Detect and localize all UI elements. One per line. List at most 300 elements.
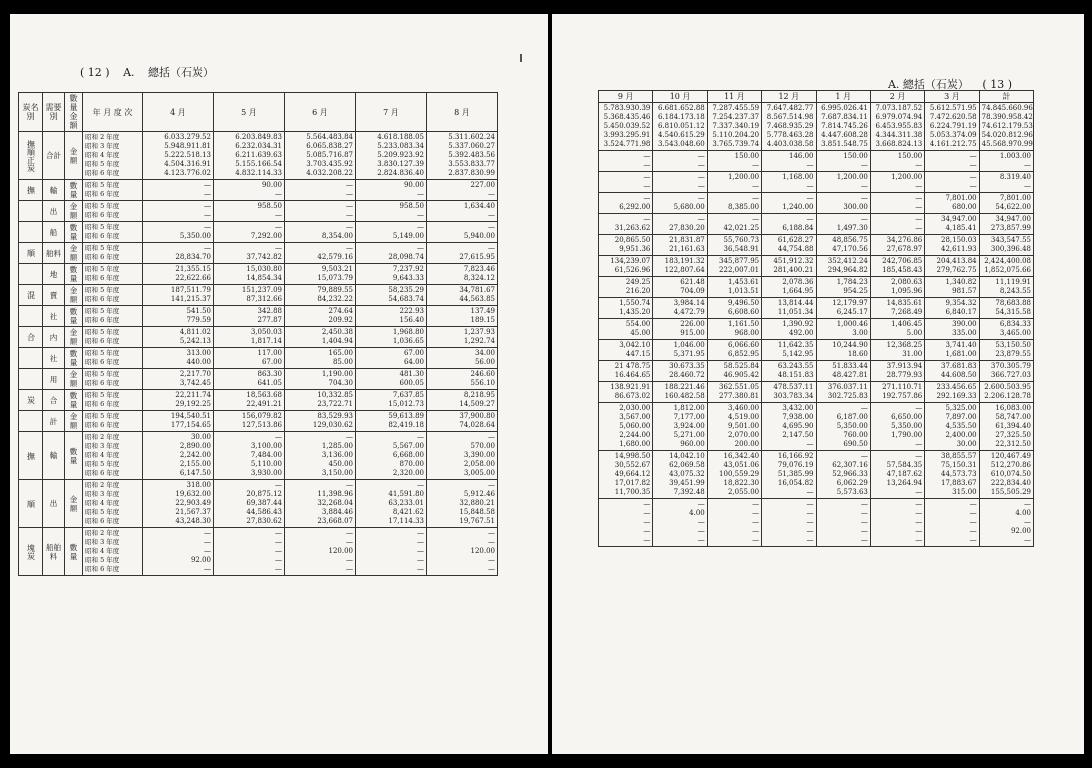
- value-cell: 958.50 —: [214, 201, 285, 222]
- value-cell: 249.25 216.20: [599, 277, 653, 298]
- value-cell: 2,078.36 1,664.95: [762, 277, 816, 298]
- value-cell: — 62,307.16 52,966.33 6,062.29 5,573.63: [816, 451, 870, 499]
- row-kind-label: 順: [19, 480, 43, 528]
- value-cell: — — — — —: [816, 499, 870, 547]
- total-cell: 53,150.50 23,879.55: [979, 340, 1033, 361]
- value-cell: 242,706.85 185,458.43: [870, 256, 924, 277]
- value-cell: — —: [285, 180, 356, 201]
- value-cell: — —: [925, 172, 979, 193]
- value-cell: 83,529.93 129,030.62: [285, 411, 356, 432]
- value-cell: — — 120.00 — —: [427, 528, 498, 576]
- value-cell: 8,218.95 14,509.27: [427, 390, 498, 411]
- value-cell: 146.00 —: [762, 151, 816, 172]
- row-kind-label: [19, 369, 43, 390]
- left-data-table: [18, 92, 498, 576]
- value-cell: 2,080.63 1,095.96: [870, 277, 924, 298]
- value-cell: 61,628.27 44,754.88: [762, 235, 816, 256]
- header-month: 10 月: [653, 91, 707, 103]
- row-years: 昭和 5 年度 昭和 6 年度: [83, 285, 143, 306]
- value-cell: 204,413.84 279,762.75: [925, 256, 979, 277]
- table-row: [19, 243, 498, 264]
- value-cell: — 5,567.00 6,668.00 870.00 2,320.00: [356, 432, 427, 480]
- row-kind-label: [19, 222, 43, 243]
- table-row: [19, 285, 498, 306]
- value-cell: 30.00 2,890.00 2,242.00 2,155.00 6,147.50: [143, 432, 214, 480]
- row-use-label: 船舶料: [43, 528, 65, 576]
- value-cell: 194,540.51 177,154.65: [143, 411, 214, 432]
- value-cell: — — — — —: [762, 499, 816, 547]
- value-cell: 22,211.74 29,192.25: [143, 390, 214, 411]
- value-cell: — —: [599, 172, 653, 193]
- value-cell: 134,239.07 61,526.96: [599, 256, 653, 277]
- value-cell: 6.995.026.41 7.687.834.11 7.814.745.26 4.447.608.28 3.851.548.75: [816, 103, 870, 151]
- value-cell: — 4.00 — — —: [653, 499, 707, 547]
- row-measure-label: 數量: [65, 348, 83, 369]
- value-cell: 79,889.55 84,232.22: [285, 285, 356, 306]
- value-cell: 58.525.84 46.905.42: [707, 361, 761, 382]
- value-cell: — 6,650.00 5,350.00 1,790.00 —: [870, 403, 924, 451]
- value-cell: 2,450.38 1,404.94: [285, 327, 356, 348]
- table-row: [599, 235, 1034, 256]
- value-cell: — — — — —: [599, 499, 653, 547]
- table-row: [599, 103, 1034, 151]
- value-cell: — 37,742.82: [214, 243, 285, 264]
- value-cell: 117.00 67.00: [214, 348, 285, 369]
- value-cell: 7.287.455.59 7.254.237.37 7.337.340.19 5.110.204.20 3.765.739.74: [707, 103, 761, 151]
- value-cell: — 5,912.46 32,880.21 15,848.58 19,767.51: [427, 480, 498, 528]
- value-cell: 5.783.930.39 5.368.435.46 5.450.039.52 3.993.295.91 3.524.771.98: [599, 103, 653, 151]
- value-cell: 1,161.50 968.00: [707, 319, 761, 340]
- value-cell: 342.88 277.87: [214, 306, 285, 327]
- value-cell: — —: [143, 180, 214, 201]
- value-cell: — 5,149.00: [356, 222, 427, 243]
- header-month: 2 月: [870, 91, 924, 103]
- value-cell: 1,406.45 5.00: [870, 319, 924, 340]
- table-row: [599, 403, 1034, 451]
- total-cell: — 4.00 — 92.00 —: [979, 499, 1033, 547]
- header-year: 年 月 度 次: [83, 93, 143, 132]
- table-row: [599, 361, 1034, 382]
- value-cell: 3,050.03 1,817.14: [214, 327, 285, 348]
- row-kind-label: 撫: [19, 432, 43, 480]
- value-cell: 226.00 915.00: [653, 319, 707, 340]
- value-cell: 37.913.94 28.779.93: [870, 361, 924, 382]
- header-month: 8 月: [427, 93, 498, 132]
- binding-mark: [520, 54, 522, 62]
- row-use-label: 計: [43, 411, 65, 432]
- row-use-label: 舶料: [43, 243, 65, 264]
- value-cell: 187,511.79 141,215.37: [143, 285, 214, 306]
- value-cell: 4.618.188.05 5.233.083.34 5.209.923.92 3.830.127.39 2.824.836.40: [356, 132, 427, 180]
- value-cell: 1,784.23 954.25: [816, 277, 870, 298]
- header-qty: 數量 金額: [65, 93, 83, 132]
- value-cell: 183,191.32 122,807.64: [653, 256, 707, 277]
- value-cell: 90.00 —: [356, 180, 427, 201]
- row-years: 昭和 2 年度 昭和 3 年度 昭和 4 年度 昭和 5 年度 昭和 6 年度: [83, 480, 143, 528]
- value-cell: — — — — —: [356, 528, 427, 576]
- value-cell: 233.456.65 292.169.33: [925, 382, 979, 403]
- value-cell: 34,947.00 4,185.41: [925, 214, 979, 235]
- value-cell: 55,760.73 36,548.91: [707, 235, 761, 256]
- value-cell: 863.30 641.05: [214, 369, 285, 390]
- table-row: [19, 390, 498, 411]
- value-cell: 274.64 209.92: [285, 306, 356, 327]
- value-cell: 156,079.82 127,513.86: [214, 411, 285, 432]
- right-page-title: 總括（石炭）: [902, 78, 969, 91]
- row-kind-label: [19, 348, 43, 369]
- value-cell: 10,244.90 18.60: [816, 340, 870, 361]
- row-use-label: 用: [43, 369, 65, 390]
- right-page: [552, 14, 1084, 754]
- value-cell: — 6,187.00 5,350.00 760.00 690.50: [816, 403, 870, 451]
- header-month: 11 月: [707, 91, 761, 103]
- value-cell: 37.681.83 44.608.50: [925, 361, 979, 382]
- value-cell: 150.00 —: [816, 151, 870, 172]
- value-cell: — 27,830.20: [653, 214, 707, 235]
- value-cell: 3,432.00 7,938.00 4,695.90 2,147.50 —: [762, 403, 816, 451]
- header-month: 5 月: [214, 93, 285, 132]
- value-cell: 150.00 —: [870, 151, 924, 172]
- value-cell: 1,340.82 981.57: [925, 277, 979, 298]
- row-measure-label: 數量: [65, 180, 83, 201]
- value-cell: 6,066.60 6,852.95: [707, 340, 761, 361]
- table-row: [19, 369, 498, 390]
- value-cell: 6.681.652.88 6.184.173.18 6.810.051.12 4.540.615.29 3.543.048.60: [653, 103, 707, 151]
- row-measure-label: 數量: [65, 222, 83, 243]
- value-cell: 1,237.93 1,292.74: [427, 327, 498, 348]
- value-cell: 7.073.187.52 6.979.074.94 6.453.955.83 4.344.311.38 3.668.824.13: [870, 103, 924, 151]
- table-row: [19, 201, 498, 222]
- row-use-label: 合: [43, 390, 65, 411]
- value-cell: 554.00 45.00: [599, 319, 653, 340]
- value-cell: 7,823.46 8,324.12: [427, 264, 498, 285]
- header-month: 6 月: [285, 93, 356, 132]
- value-cell: — —: [143, 201, 214, 222]
- value-cell: — — — 92.00 —: [143, 528, 214, 576]
- total-cell: 7,801.00 54,622.00: [979, 193, 1033, 214]
- value-cell: — 27,615.95: [427, 243, 498, 264]
- value-cell: 451,912.32 281,400.21: [762, 256, 816, 277]
- value-cell: 1,812.00 7,177.00 3,924.00 5,271.00 960.00: [653, 403, 707, 451]
- value-cell: 1,046.00 5,371.95: [653, 340, 707, 361]
- table-row: [599, 172, 1034, 193]
- total-cell: 2,424,400.08 1,852,075.66: [979, 256, 1033, 277]
- value-cell: 38,855.57 75,150.31 44,573.73 17,883.67 315.00: [925, 451, 979, 499]
- row-years: 昭和 5 年度 昭和 6 年度: [83, 264, 143, 285]
- left-page-number: ( 12 ): [80, 66, 110, 79]
- value-cell: — 41,591.80 63,233.01 8,421.62 17,114.33: [356, 480, 427, 528]
- table-row: [19, 480, 498, 528]
- value-cell: — 1,240.00: [762, 193, 816, 214]
- value-cell: — 28,834.70: [143, 243, 214, 264]
- value-cell: 9,503.21 15,073.79: [285, 264, 356, 285]
- value-cell: — —: [599, 151, 653, 172]
- value-cell: — 8,354.00: [285, 222, 356, 243]
- row-measure-label: 數量: [65, 432, 83, 480]
- left-table-body: [19, 132, 498, 576]
- value-cell: 51.833.44 48.427.81: [816, 361, 870, 382]
- row-use-label: 合計: [43, 132, 65, 180]
- total-cell: 34,947.00 273,857.99: [979, 214, 1033, 235]
- value-cell: 21,831.87 21,161.63: [653, 235, 707, 256]
- value-cell: 14,042.10 62,069.58 43,075.32 39,451.99 7,392.48: [653, 451, 707, 499]
- value-cell: 958.50 —: [356, 201, 427, 222]
- value-cell: 390.00 335.00: [925, 319, 979, 340]
- table-row: [19, 222, 498, 243]
- value-cell: — 11,398.96 32,268.04 3,884.46 23,668.07: [285, 480, 356, 528]
- value-cell: 5.612.571.95 7.472.620.58 6.224.791.19 5.053.374.09 4.161.212.75: [925, 103, 979, 151]
- left-page-title: 總括（石炭）: [148, 66, 215, 79]
- value-cell: 7,637.85 15,012.73: [356, 390, 427, 411]
- row-years: 昭和 5 年度 昭和 6 年度: [83, 306, 143, 327]
- table-row: [19, 528, 498, 576]
- value-cell: 12,179.97 6,245.17: [816, 298, 870, 319]
- value-cell: — 6,188.84: [762, 214, 816, 235]
- value-cell: 222.93 156.40: [356, 306, 427, 327]
- value-cell: 318.00 19,632.00 22,903.49 21,567.37 43,248.30: [143, 480, 214, 528]
- table-row: [19, 132, 498, 180]
- value-cell: — — — — —: [925, 499, 979, 547]
- row-kind-label: 撫: [19, 180, 43, 201]
- value-cell: 352,412.24 294,964.82: [816, 256, 870, 277]
- row-use-label: 賣: [43, 285, 65, 306]
- row-measure-label: 金額: [65, 285, 83, 306]
- value-cell: — —: [285, 201, 356, 222]
- value-cell: 2,217.70 3,742.45: [143, 369, 214, 390]
- value-cell: 246.60 556.10: [427, 369, 498, 390]
- value-cell: 34,276.86 27,678.97: [870, 235, 924, 256]
- row-years: 昭和 5 年度 昭和 6 年度: [83, 180, 143, 201]
- row-kind-label: 混: [19, 285, 43, 306]
- value-cell: 345,877.95 222,007.01: [707, 256, 761, 277]
- value-cell: 376.037.11 302.725.83: [816, 382, 870, 403]
- row-measure-label: 數量: [65, 390, 83, 411]
- row-measure-label: 金額: [65, 480, 83, 528]
- right-page-number: ( 13 ): [982, 78, 1012, 91]
- total-cell: 11,119.91 8,243.55: [979, 277, 1033, 298]
- row-years: 昭和 5 年度 昭和 6 年度: [83, 327, 143, 348]
- value-cell: 271.110.71 192.757.86: [870, 382, 924, 403]
- header-kind: 炭名別: [19, 93, 43, 132]
- header-month: 3 月: [925, 91, 979, 103]
- table-row: [599, 193, 1034, 214]
- value-cell: 1,968.80 1,036.65: [356, 327, 427, 348]
- header-month: 4 月: [143, 93, 214, 132]
- row-years: 昭和 5 年度 昭和 6 年度: [83, 201, 143, 222]
- row-measure-label: 金額: [65, 243, 83, 264]
- total-cell: 74.845.660.96 78.390.958.42 74.612.179.53 54.020.812.96 45.568.970.99: [979, 103, 1033, 151]
- value-cell: — 8,385.00: [707, 193, 761, 214]
- value-cell: 16,166.92 79,076.19 51,385.99 16,054.82 —: [762, 451, 816, 499]
- row-use-label: 出: [43, 480, 65, 528]
- value-cell: 478.537.11 303.783.34: [762, 382, 816, 403]
- row-kind-label: [19, 306, 43, 327]
- table-row: [19, 411, 498, 432]
- value-cell: — — — — —: [870, 499, 924, 547]
- row-kind-label: [19, 264, 43, 285]
- value-cell: 58,235.29 54,683.74: [356, 285, 427, 306]
- header-month: 1 月: [816, 91, 870, 103]
- value-cell: 541.50 779.59: [143, 306, 214, 327]
- value-cell: — —: [870, 214, 924, 235]
- value-cell: 138.921.91 86.673.02: [599, 382, 653, 403]
- table-row: [19, 348, 498, 369]
- total-cell: 78,683.88 54,315.58: [979, 298, 1033, 319]
- value-cell: — 1,497.30: [816, 214, 870, 235]
- value-cell: 5.311.602.24 5.337.060.27 5.392.483.56 3.553.833.77 2.837.830.99: [427, 132, 498, 180]
- table-row: [599, 256, 1034, 277]
- header-month: 7 月: [356, 93, 427, 132]
- row-years: 昭和 2 年度 昭和 3 年度 昭和 4 年度 昭和 5 年度 昭和 6 年度: [83, 432, 143, 480]
- value-cell: — 5,680.00: [653, 193, 707, 214]
- value-cell: — 5,350.00: [143, 222, 214, 243]
- value-cell: 1,168.00 —: [762, 172, 816, 193]
- value-cell: — —: [653, 172, 707, 193]
- table-row: [19, 432, 498, 480]
- value-cell: 67.00 64.00: [356, 348, 427, 369]
- value-cell: — —: [925, 151, 979, 172]
- header-use: 需要別: [43, 93, 65, 132]
- value-cell: 63.243.55 48.151.83: [762, 361, 816, 382]
- value-cell: 1,200.00 —: [707, 172, 761, 193]
- value-cell: 1,390.92 492.00: [762, 319, 816, 340]
- table-row: [599, 151, 1034, 172]
- value-cell: 3,460.00 4,519.00 9,501.00 2,070.00 200.00: [707, 403, 761, 451]
- value-cell: 621.48 704.09: [653, 277, 707, 298]
- value-cell: 151,237.09 87,312.66: [214, 285, 285, 306]
- row-measure-label: 金額: [65, 411, 83, 432]
- value-cell: 21,355.15 22,622.66: [143, 264, 214, 285]
- table-row: [19, 264, 498, 285]
- row-measure-label: 數量: [65, 306, 83, 327]
- value-cell: 11,642.35 5,142.95: [762, 340, 816, 361]
- left-page: [10, 14, 548, 754]
- header-total: 計: [979, 91, 1033, 103]
- value-cell: — —: [653, 151, 707, 172]
- value-cell: 5,325.00 7,897.00 4,535.50 2,400.00 30.00: [925, 403, 979, 451]
- row-kind-label: [19, 201, 43, 222]
- value-cell: 7,801.00 680.00: [925, 193, 979, 214]
- total-cell: 1.003.00 —: [979, 151, 1033, 172]
- value-cell: 28,150.03 42,611.93: [925, 235, 979, 256]
- value-cell: — —: [870, 193, 924, 214]
- value-cell: 21 478.75 16.464.65: [599, 361, 653, 382]
- value-cell: 59,613.89 82,419.18: [356, 411, 427, 432]
- row-years: 昭和 5 年度 昭和 6 年度: [83, 390, 143, 411]
- value-cell: 15,030.80 14,854.34: [214, 264, 285, 285]
- row-years: 昭和 5 年度 昭和 6 年度: [83, 348, 143, 369]
- right-data-table: [598, 90, 1034, 547]
- value-cell: 2,030.00 3,567.00 5,060.00 2,244.00 1,680.00: [599, 403, 653, 451]
- row-measure-label: 數量: [65, 264, 83, 285]
- value-cell: — 5,940.00: [427, 222, 498, 243]
- row-years: 昭和 2 年度 昭和 3 年度 昭和 4 年度 昭和 5 年度 昭和 6 年度: [83, 132, 143, 180]
- value-cell: 150.00 —: [707, 151, 761, 172]
- value-cell: — 300.00: [816, 193, 870, 214]
- total-cell: 120,467.49 512,270.86 610,074.50 222,834.40 155,505.29: [979, 451, 1033, 499]
- value-cell: 313.00 440.00: [143, 348, 214, 369]
- value-cell: 1,634.40 —: [427, 201, 498, 222]
- value-cell: 16,342.40 43,051.06 100,559.29 18,822.30 2,055.00: [707, 451, 761, 499]
- value-cell: 1,200.00 —: [870, 172, 924, 193]
- value-cell: 37,900.80 74,028.64: [427, 411, 498, 432]
- table-row: [599, 340, 1034, 361]
- row-years: 昭和 5 年度 昭和 6 年度: [83, 243, 143, 264]
- row-kind-label: 撫順正炭: [19, 132, 43, 180]
- value-cell: 1,190.00 704.30: [285, 369, 356, 390]
- value-cell: 10,332.85 23,722.71: [285, 390, 356, 411]
- row-years: 昭和 5 年度 昭和 6 年度: [83, 411, 143, 432]
- row-years: 昭和 2 年度 昭和 3 年度 昭和 4 年度 昭和 5 年度 昭和 6 年度: [83, 528, 143, 576]
- value-cell: 30.673.35 28.460.72: [653, 361, 707, 382]
- row-use-label: 輸: [43, 180, 65, 201]
- total-cell: 370.305.79 366.727.03: [979, 361, 1033, 382]
- value-cell: — 42,579.16: [285, 243, 356, 264]
- value-cell: — 31,263.62: [599, 214, 653, 235]
- value-cell: 5.564.483.84 6.065.838.27 5.085.716.87 3.703.435.92 4.032.208.22: [285, 132, 356, 180]
- value-cell: 137.49 189.15: [427, 306, 498, 327]
- value-cell: 227.00 —: [427, 180, 498, 201]
- value-cell: — 20,875.12 69,387.44 44,586.43 27,830.62: [214, 480, 285, 528]
- value-cell: 14,835.61 7,268.49: [870, 298, 924, 319]
- total-cell: 16,083.00 58,747.00 61,394.40 27,325.50 22,312.50: [979, 403, 1033, 451]
- left-section-letter: A.: [123, 66, 135, 79]
- row-kind-label: [19, 411, 43, 432]
- row-measure-label: 金額: [65, 132, 83, 180]
- value-cell: — 570.00 3,390.00 2,058.00 3,005.00: [427, 432, 498, 480]
- value-cell: 165.00 85.00: [285, 348, 356, 369]
- value-cell: 48,856.75 47,170.56: [816, 235, 870, 256]
- right-header-row: [599, 91, 1034, 103]
- table-row: [599, 382, 1034, 403]
- value-cell: 14,998.50 30,552.67 49,664.12 17,017.82 11,700.35: [599, 451, 653, 499]
- value-cell: 4,811.02 5,242.13: [143, 327, 214, 348]
- row-use-label: 輸: [43, 432, 65, 480]
- total-cell: 8.319.40 —: [979, 172, 1033, 193]
- value-cell: — 57,584.35 47,187.62 13,264.94 —: [870, 451, 924, 499]
- value-cell: 90.00 —: [214, 180, 285, 201]
- value-cell: 6.033.279.52 5.948.911.81 5.222.518.13 4.504.316.91 4.123.776.02: [143, 132, 214, 180]
- value-cell: — 1,285.00 3,136.00 450.00 3,150.00: [285, 432, 356, 480]
- value-cell: 1,000.46 3.00: [816, 319, 870, 340]
- value-cell: 34,781.67 44,563.85: [427, 285, 498, 306]
- value-cell: — — — — —: [214, 528, 285, 576]
- value-cell: 362.551.05 277.380.81: [707, 382, 761, 403]
- row-measure-label: 數量: [65, 528, 83, 576]
- table-row: [19, 327, 498, 348]
- table-row: [599, 451, 1034, 499]
- row-measure-label: 金額: [65, 327, 83, 348]
- right-table-body: [599, 103, 1034, 547]
- value-cell: — — 120.00 — —: [285, 528, 356, 576]
- table-row: [19, 180, 498, 201]
- value-cell: 1,550.74 1,435.20: [599, 298, 653, 319]
- table-row: [599, 319, 1034, 340]
- header-month: 9 月: [599, 91, 653, 103]
- value-cell: 6.203.849.83 6.232.034.31 6.211.639.63 5.155.166.54 4.832.114.33: [214, 132, 285, 180]
- table-row: [599, 214, 1034, 235]
- value-cell: 12,368.25 31.00: [870, 340, 924, 361]
- value-cell: 188.221.46 160.482.58: [653, 382, 707, 403]
- row-years: 昭和 5 年度 昭和 6 年度: [83, 369, 143, 390]
- value-cell: 20,865.50 9,951.36: [599, 235, 653, 256]
- row-use-label: 地: [43, 264, 65, 285]
- total-cell: 2.600.503.95 2.206.128.78: [979, 382, 1033, 403]
- value-cell: 9,354.32 6,840.17: [925, 298, 979, 319]
- value-cell: — 3,100.00 7,484.00 5,110.00 3,930.00: [214, 432, 285, 480]
- value-cell: 3,042.10 447.15: [599, 340, 653, 361]
- value-cell: 13,814.44 11,051.34: [762, 298, 816, 319]
